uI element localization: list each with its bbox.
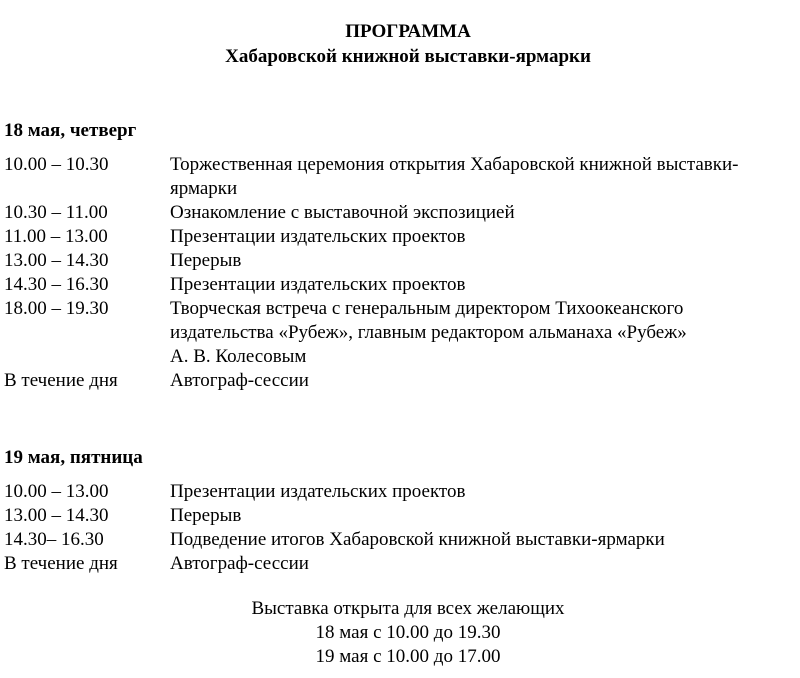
schedule-event: [170, 480, 800, 504]
schedule-event: [170, 504, 800, 528]
event-line: Презентации издательских проектов: [170, 274, 466, 295]
event-line: Перерыв: [170, 505, 242, 526]
schedule-row: [4, 153, 800, 201]
exhibition-hours: [0, 597, 800, 669]
schedule-time: 10.30 – 11.00: [4, 202, 108, 223]
schedule-row: [4, 369, 800, 393]
schedule-event: [170, 201, 800, 225]
footer-line: 19 мая с 10.00 до 17.00: [315, 646, 501, 667]
schedule-event: [170, 528, 800, 552]
event-line: ярмарки: [170, 178, 238, 199]
schedule-row: [4, 225, 800, 249]
program-title: ПРОГРАММА: [345, 21, 471, 42]
event-line: издательства «Рубеж», главным редактором альманаха «Рубеж»: [170, 322, 687, 343]
schedule-time: 13.00 – 14.30: [4, 250, 109, 271]
event-line: Презентации издательских проектов: [170, 226, 466, 247]
schedule-time: 14.30– 16.30: [4, 529, 104, 550]
day-1-heading: 18 мая, четверг: [4, 120, 137, 141]
schedule-event: [170, 297, 800, 369]
footer-line: Выставка открыта для всех желающих: [251, 598, 565, 619]
schedule-row: [4, 528, 800, 552]
day-1-schedule: [4, 153, 800, 393]
schedule-row: [4, 480, 800, 504]
schedule-time: 10.00 – 13.00: [4, 481, 109, 502]
day-2-heading: 19 мая, пятница: [4, 447, 143, 468]
schedule-time: 13.00 – 14.30: [4, 505, 109, 526]
schedule-row: [4, 249, 800, 273]
schedule-time: 10.00 – 10.30: [4, 154, 109, 175]
schedule-event: [170, 225, 800, 249]
schedule-row: [4, 552, 800, 576]
schedule-event: [170, 273, 800, 297]
event-line: Торжественная церемония открытия Хабаровской книжной выставки-: [170, 154, 739, 175]
event-line: А. В. Колесовым: [170, 346, 307, 367]
event-line: Презентации издательских проектов: [170, 481, 466, 502]
event-line: Автограф-сессии: [170, 370, 309, 391]
schedule-time: В течение дня: [4, 553, 118, 574]
program-subtitle: Хабаровской книжной выставки-ярмарки: [225, 46, 591, 67]
schedule-row: [4, 504, 800, 528]
event-line: Творческая встреча с генеральным директором Тихоокеанского: [170, 298, 684, 319]
schedule-row: [4, 297, 800, 369]
schedule-time: 11.00 – 13.00: [4, 226, 108, 247]
schedule-time: 18.00 – 19.30: [4, 298, 109, 319]
schedule-event: [170, 369, 800, 393]
schedule-event: [170, 552, 800, 576]
schedule-time: 14.30 – 16.30: [4, 274, 109, 295]
day-2-schedule: [4, 480, 800, 576]
schedule-row: [4, 273, 800, 297]
footer-line: 18 мая с 10.00 до 19.30: [315, 622, 501, 643]
event-line: Ознакомление с выставочной экспозицией: [170, 202, 515, 223]
schedule-time: В течение дня: [4, 370, 118, 391]
event-line: Подведение итогов Хабаровской книжной выставки-ярмарки: [170, 529, 665, 550]
schedule-event: [170, 249, 800, 273]
event-line: Автограф-сессии: [170, 553, 309, 574]
schedule-event: [170, 153, 800, 201]
schedule-row: [4, 201, 800, 225]
event-line: Перерыв: [170, 250, 242, 271]
